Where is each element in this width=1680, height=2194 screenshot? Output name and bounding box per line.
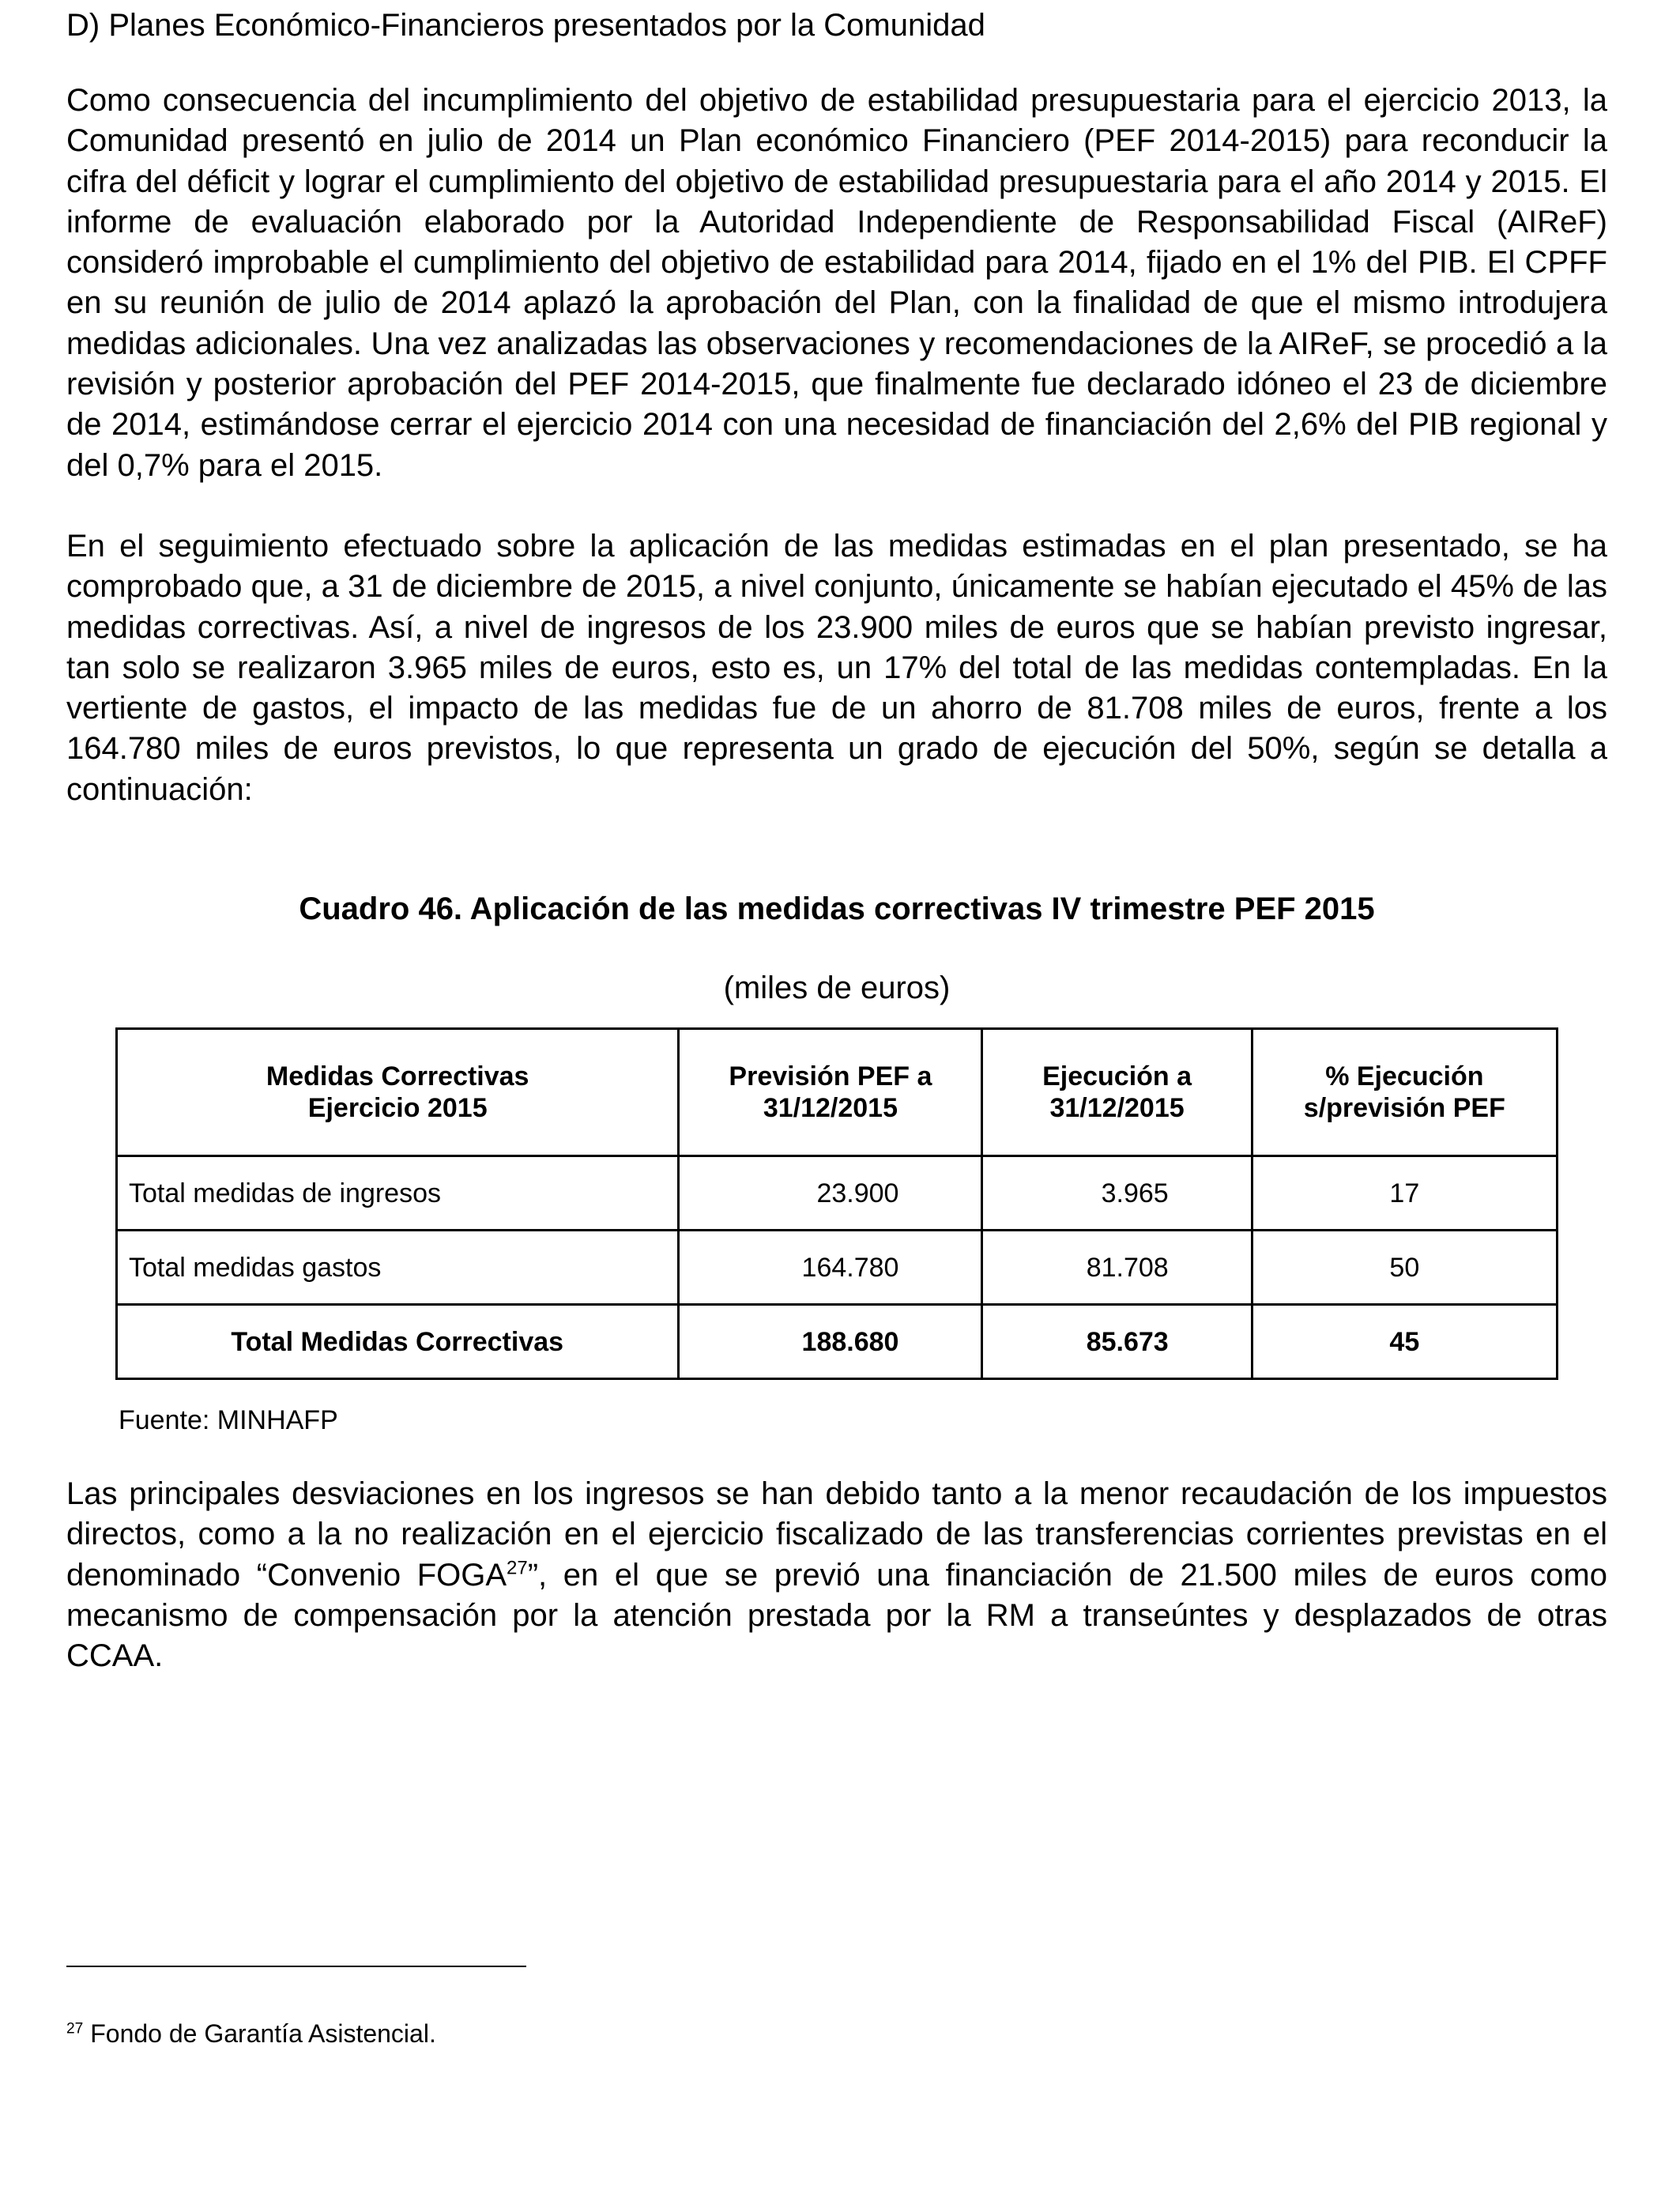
table-header-row (117, 1029, 1558, 1156)
paragraph-deviations (66, 1474, 1607, 1676)
table-unit: (miles de euros) (723, 971, 951, 1005)
corrective-measures-table (115, 1027, 1558, 1380)
table-source: Fuente: MINHAFP (119, 1405, 338, 1435)
header-ejecucion: Ejecución a 31/12/2015 (982, 1029, 1252, 1156)
row-label: Total medidas de ingresos (117, 1156, 679, 1231)
footnote-number: 27 (66, 2020, 84, 2038)
section-heading: D) Planes Económico-Financieros presentados por la Comunidad (66, 8, 985, 43)
table-row (117, 1156, 1558, 1231)
header-prevision: Previsión PEF a 31/12/2015 (679, 1029, 982, 1156)
paragraph-pef-background: Como consecuencia del incumplimiento del objetivo de estabilidad presupuestaria para el ejercicio 2013, la Comunidad presentó en julio de 2014 un Plan económico Financiero (PEF 2014-2015) para reconducir la cifra del déficit y lograr el cumplimiento del objetivo de estabilidad presupuestaria para el año 2014 y 2015. El informe de evaluación elaborado por la Autoridad Independiente de Responsabilidad Fiscal (AIReF) consideró improbable el cumplimiento del objetivo de estabilidad para 2014, fijado en el 1% del PIB. El CPFF en su reunión de julio de 2014 aplazó la aprobación del Plan, con la finalidad de que el mismo introdujera medidas adicionales. Una vez analizadas las observaciones y recomendaciones de la AIReF, se procedió a la revisión y posterior aprobación del PEF 2014-2015, que finalmente fue declarado idóneo el 23 de diciembre de 2014, estimándose cerrar el ejercicio 2014 con una necesidad de financiación del 2,6% del PIB regional y del 0,7% para el 2015. (66, 83, 1607, 483)
footnote (66, 2015, 436, 2052)
cell-porcentaje: 17 (1252, 1156, 1557, 1231)
cell-prevision: 188.680 (679, 1305, 982, 1379)
row-label: Total medidas gastos (117, 1231, 679, 1305)
header-medidas: Medidas Correctivas Ejercicio 2015 (117, 1029, 679, 1156)
table-row (117, 1231, 1558, 1305)
footnote-reference[interactable]: 27 (507, 1557, 528, 1579)
cell-ejecucion: 81.708 (982, 1231, 1252, 1305)
footnote-text: Fondo de Garantía Asistencial. (83, 2019, 436, 2048)
cell-ejecucion: 3.965 (982, 1156, 1252, 1231)
cell-prevision: 23.900 (679, 1156, 982, 1231)
footnote-divider (66, 1966, 526, 1967)
paragraph-pef-follow-up: En el seguimiento efectuado sobre la aplicación de las medidas estimadas en el plan presentado, se ha comprobado que, a 31 de diciembre de 2015, a nivel conjunto, únicamente se habían ejecutado el 45% de las medidas correctivas. Así, a nivel de ingresos de los 23.900 miles de euros que se habían previsto ingresar, tan solo se realizaron 3.965 miles de euros, esto es, un 17% del total de las medidas contempladas. En la vertiente de gastos, el impacto de las medidas fue de un ahorro de 81.708 miles de euros, frente a los 164.780 miles de euros previstos, lo que representa un grado de ejecución del 50%, según se detalla a continuación: (66, 528, 1607, 807)
cell-ejecucion: 85.673 (982, 1305, 1252, 1379)
document-page (66, 0, 1607, 2048)
paragraph-text: Las principales desviaciones en los ingresos se han debido tanto a la menor recaudación de los impuestos directos, como a la no realización en el ejercicio fiscalizado de las transferencias corrientes previstas en el denominado “Convenio FOGA (66, 1476, 1607, 1593)
paragraph-text: ”, en el que se previó una financiación de 21.500 miles de euros como mecanismo de compensación por la atención prestada por la RM a transeúntes y desplazados de otras CCAA. (66, 1557, 1607, 1674)
table-title: Cuadro 46. Aplicación de las medidas correctivas IV trimestre PEF 2015 (299, 892, 1375, 926)
table-total-row (117, 1305, 1558, 1379)
cell-porcentaje: 50 (1252, 1231, 1557, 1305)
header-porcentaje: % Ejecución s/previsión PEF (1252, 1029, 1557, 1156)
row-label: Total Medidas Correctivas (117, 1305, 679, 1379)
cell-prevision: 164.780 (679, 1231, 982, 1305)
cell-porcentaje: 45 (1252, 1305, 1557, 1379)
